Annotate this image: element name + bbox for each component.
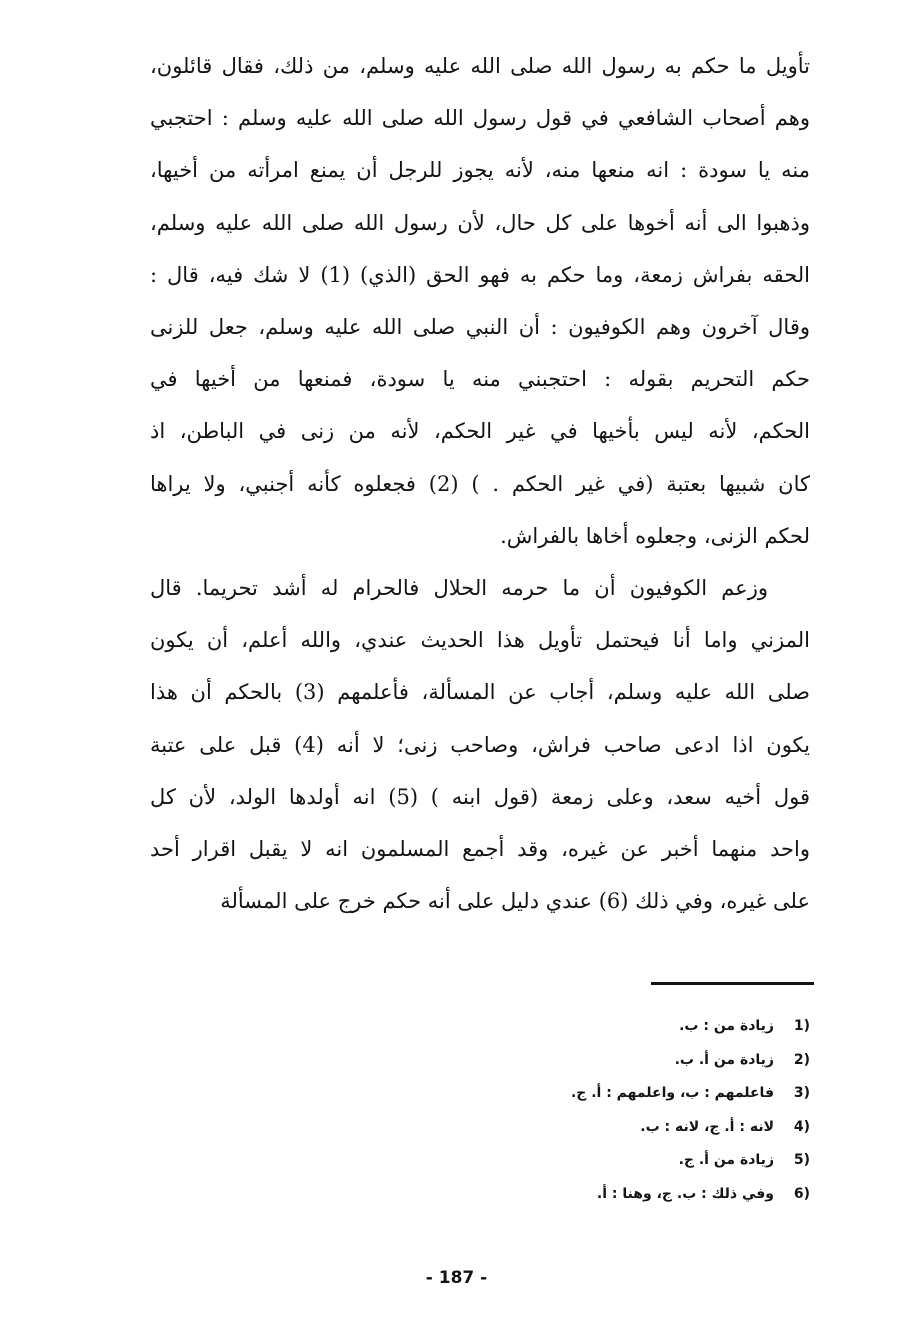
footnote-text: زيادة من أ. ج. [678,1152,774,1169]
text-line: وقال آخرون وهم الكوفيون : أن النبي صلى الله عليه وسلم، جعل للزنى [150,315,810,340]
text-line: لحكم الزنى، وجعلوه أخاها بالفراش. [500,523,810,548]
main-text [150,40,810,927]
text-line: قول أخيه سعد، وعلى زمعة (قول ابنه ) (5) انه أولدها الولد، لأن كل [150,784,810,809]
footnote-number: (2 [793,1051,810,1068]
text-line: وهم أصحاب الشافعي في قول رسول الله صلى الله عليه وسلم : احتجبي [150,106,810,131]
text-line: واحد منهما أخبر عن غيره، وقد أجمع المسلمون انه لا يقبل اقرار أحد [150,837,810,862]
footnotes [520,1010,810,1212]
page-number: - 187 - [425,1268,488,1288]
text-line: صلى الله عليه وسلم، أجاب عن المسألة، فأعلمهم (3) بالحكم أن هذا [150,680,810,705]
paragraph-1 [150,40,810,562]
footnote-item [520,1178,810,1212]
text-line: وزعم الكوفيون أن ما حرمه الحلال فالحرام له أشد تحريما. قال [150,576,768,601]
text-line: حكم التحريم بقوله : احتجبني منه يا سودة، فمنعها من أخيها في [150,367,810,392]
paragraph-2 [150,562,810,927]
footnote-text: زيادة من : ب. [679,1018,774,1034]
footnote-number: (1 [793,1018,810,1034]
footnote-item [520,1044,810,1078]
text-line: الحكم، لأنه ليس بأخيها في غير الحكم، لأنه من زنى في الباطن، اذ [150,419,810,444]
text-line: وذهبوا الى أنه أخوها على كل حال، لأن رسول الله صلى الله عليه وسلم، [150,210,810,235]
text-line: منه يا سودة : انه منعها منه، لأنه يجوز للرجل أن يمنع امرأته من أخيها، [150,158,810,183]
footnote-item [520,1010,810,1044]
footnote-divider [651,982,814,985]
text-line: على غيره، وفي ذلك (6) عندي دليل على أنه حكم خرج على المسألة [220,889,810,914]
text-line: تأويل ما حكم به رسول الله صلى الله عليه وسلم، من ذلك، فقال قائلون، [150,54,810,78]
footnote-number: (6 [793,1185,810,1202]
footnote-text: وفي ذلك : ب. ج، وهنا : أ. [596,1185,774,1202]
text-line: كان شبيها بعتبة (في غير الحكم . ) (2) فجعلوه كأنه أجنبي، ولا يراها [150,471,810,496]
footnote-number: (5 [793,1152,810,1169]
footnote-item [520,1111,810,1145]
footnote-text: فاعلمهم : ب، واعلمهم : أ. ج. [570,1085,774,1102]
footnote-item [520,1077,810,1111]
footnote-text: لانه : أ. ج، لانه : ب. [640,1118,774,1135]
footnote-item [520,1144,810,1178]
text-line: يكون اذا ادعى صاحب فراش، وصاحب زنى؛ لا أنه (4) قبل على عتبة [150,732,810,757]
text-line: الحقه بفراش زمعة، وما حكم به فهو الحق (الذي) (1) لا شك فيه، قال : [150,262,810,287]
footnote-number: (3 [793,1085,810,1102]
footnote-number: (4 [793,1118,810,1135]
text-line: المزني واما أنا فيحتمل تأويل هذا الحديث عندي، والله أعلم، أن يكون [150,628,810,653]
footnote-text: زيادة من أ. ب. [674,1051,774,1068]
